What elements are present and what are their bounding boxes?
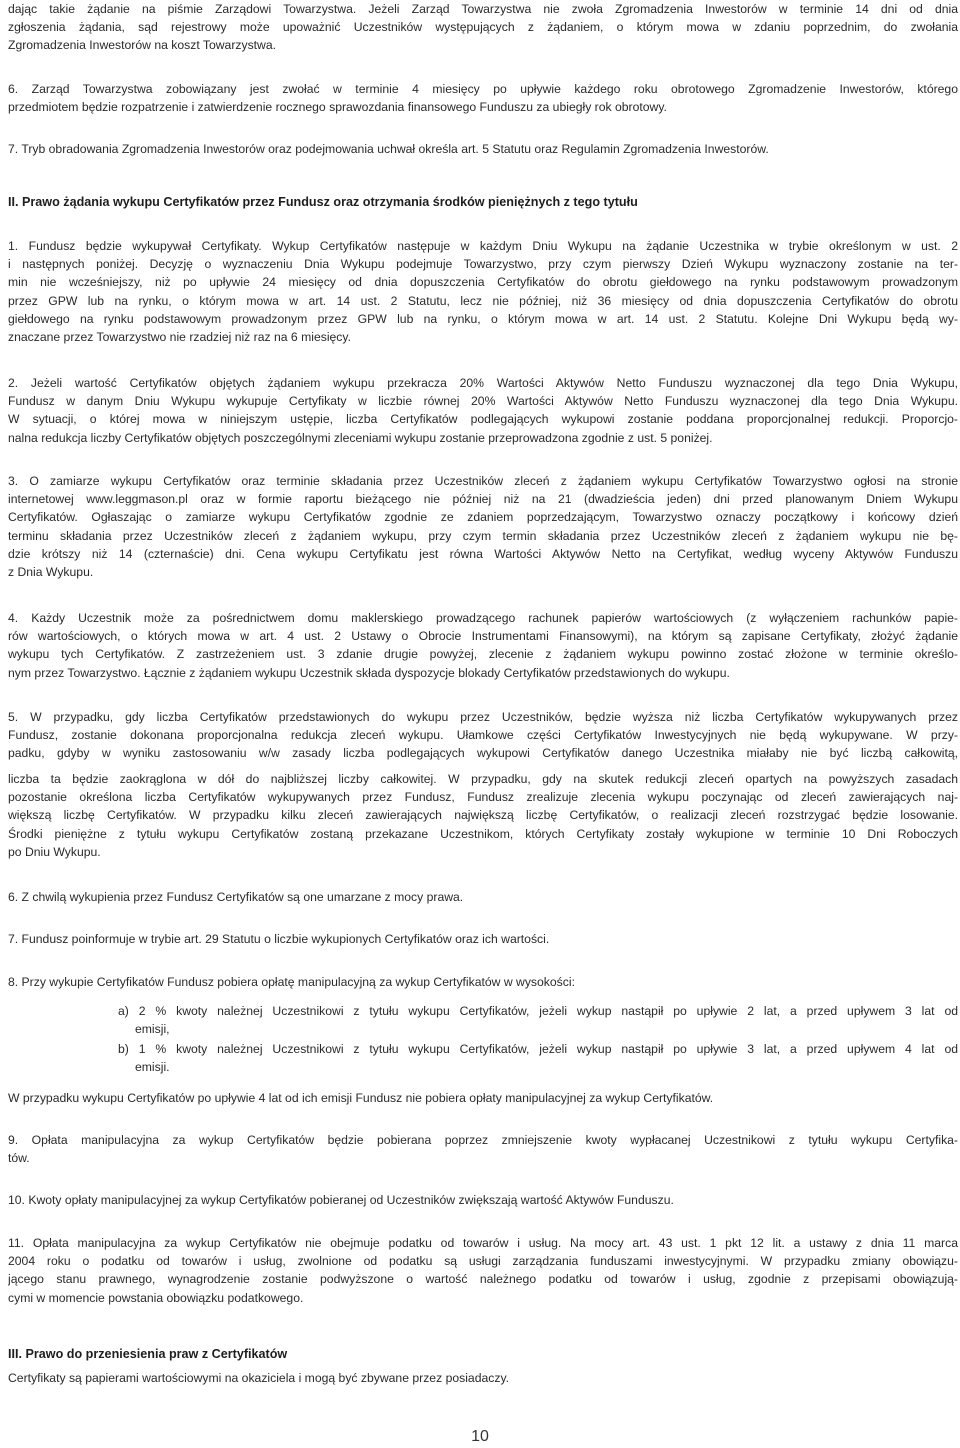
fee-option-a: a) 2 % kwoty należnej Uczestnikowi z tytułu wykupu Certyfikatów, jeżeli wykup nastąpił po upływie 2 lat, a przed upływem 3 lat od emisji,	[118, 1004, 958, 1037]
page-number: 10	[471, 1428, 489, 1445]
section-iii-paragraph: Certyfikaty są papierami wartościowymi na okaziciela i mogą być zbywane przez posiadaczy.	[8, 1371, 510, 1385]
section-ii-item-5-continued: liczba ta będzie zaokrąglona w dół do najbliższej liczby całkowitej. W przypadku, gdy na skutek redukcji zleceń opartych na powyższych zasadach pozostanie określona liczba Certyfikatów wykupywanych przez Fundusz, Fundusz zrealizuje zlecenia wykupu poczynając od zleceń zawierających naj- większą liczbę Certyfikatów. W przypadku kilku zleceń zawierających największą liczbę Certyfikatów, o realizacji zleceń rozstrzygać będzie losowanie. Środki pieniężne z tytułu wykupu Certyfikatów zostaną przekazane Uczestnikom, których Certyfikaty zostały wykupione w terminie 10 Dni Roboczych po Dniu Wykupu.	[8, 772, 958, 859]
section-ii-item-4: 4. Każdy Uczestnik może za pośrednictwem domu maklerskiego prowadzącego rachunek papierów wartościowych (z wyłączeniem rachunków papie- rów wartościowych, o których mowa w art. 4 ust. 2 Ustawy o Obrocie Instrumentami Finansowymi), na którym są zapisane Certyfikaty, złożyć żądanie wykupu tych Certyfikatów. Z zastrzeżeniem ust. 3 zdanie drugie powyżej, zlecenie z żądaniem wykupu powinno zostać złożone w terminie określo- nym przez Towarzystwo. Łącznie z żądaniem wykupu Uczestnik składa dyspozycje blokady Certyfikatów przedstawionych do wykupu.	[8, 611, 958, 680]
section-ii-item-7: 7. Fundusz poinformuje w trybie art. 29 Statutu o liczbie wykupionych Certyfikatów oraz ich wartości.	[8, 932, 550, 946]
section-ii-item-5: 5. W przypadku, gdy liczba Certyfikatów przedstawionych do wykupu przez Uczestników, będzie wyższa niż liczba Certyfikatów wykupywanych przez Fundusz, zostanie dokonana proporcjonalna redukcja zleceń wykupu. Ułamkowe części Certyfikatów Inwestycyjnych nie będą wykupywane. W przy- padku, gdyby w wyniku zastosowaniu w/w zasady liczba podlegających wykupowi Certyfikatów danego Uczestnika miałaby nie być liczbą całkowitą,	[8, 710, 958, 761]
section-ii-item-6: 6. Z chwilą wykupienia przez Fundusz Certyfikatów są one umarzane z mocy prawa.	[8, 890, 464, 904]
paragraph-7: 7. Tryb obradowania Zgromadzenia Inwestorów oraz podejmowania uchwał określa art. 5 Statutu oraz Regulamin Zgromadzenia Inwestorów.	[8, 142, 769, 156]
fee-option-b: b) 1 % kwoty należnej Uczestnikowi z tytułu wykupu Certyfikatów, jeżeli wykup nastąpił po upływie 3 lat, a przed upływem 4 lat od emisji.	[118, 1042, 958, 1075]
section-ii-item-10: 10. Kwoty opłaty manipulacyjnej za wykup Certyfikatów pobieranej od Uczestników zwiększają wartość Aktywów Funduszu.	[8, 1193, 674, 1207]
section-ii-item-9: 9. Opłata manipulacyjna za wykup Certyfikatów będzie pobierana poprzez zmniejszenie kwoty wypłacanej Uczestnikowi z tytułu wykupu Certyfika- tów.	[8, 1133, 958, 1166]
paragraph-6: 6. Zarząd Towarzystwa zobowiązany jest zwołać w terminie 4 miesięcy po upływie każdego roku obrotowego Zgromadzenie Inwestorów, którego przedmiotem będzie rozpatrzenie i zatwierdzenie rocznego sprawozdania finansowego Funduszu za ubiegły rok obrotowy.	[8, 82, 958, 115]
section-ii-item-11: 11. Opłata manipulacyjna za wykup Certyfikatów nie obejmuje podatku od towarów i usług. Na mocy art. 43 ust. 1 pkt 12 lit. a ustawy z dnia 11 marca 2004 roku o podatku od towarów i usług, zwolnione od podatku są usługi zarządzania funduszami inwestycyjnymi. W przypadku zmiany obowiązu- jącego stanu prawnego, wynagrodzenie zostanie podwyższone o wartość należnego podatku od towarów i usług, zgodnie z przepisami obowiązują- cymi w momencie powstania obowiązku podatkowego.	[8, 1236, 958, 1305]
section-heading-ii: II. Prawo żądania wykupu Certyfikatów przez Fundusz oraz otrzymania środków pieniężnych z tego tytułu	[8, 195, 638, 209]
paragraph-intro: dając takie żądanie na piśmie Zarządowi Towarzystwa. Jeżeli Zarząd Towarzystwa nie zwoła Zgromadzenia Inwestorów w terminie 14 dni od dnia zgłoszenia żądania, sąd rejestrowy może upoważnić Uczestników występujących z żądaniem, o którym mowa w zdaniu poprzednim, do zwołania Zgromadzenia Inwestorów na koszt Towarzystwa.	[8, 2, 958, 53]
section-ii-item-8: 8. Przy wykupie Certyfikatów Fundusz pobiera opłatę manipulacyjną za wykup Certyfikatów w wysokości:	[8, 975, 575, 989]
section-ii-item-3: 3. O zamiarze wykupu Certyfikatów oraz terminie składania przez Uczestników zleceń z żądaniem wykupu Certyfikatów Towarzystwo ogłosi na stronie internetowej www.leggmason.pl oraz w formie raportu bieżącego nie później niż na 21 (dwadzieścia jeden) dni przed planowanym Dniem Wykupu Certyfikatów. Ogłaszając o zamiarze wykupu Certyfikatów zgodnie ze zdaniem poprzedzającym, Towarzystwo oznaczy początkowy i końcowy dzień terminu składania przez Uczestników zleceń z żądaniem wykupu, przy czym termin składania przez Uczestników zleceń z żądaniem wykupu nie bę- dzie krótszy niż 14 (czternaście) dni. Cena wykupu Certyfikatu jest równa Wartości Aktywów Netto na Certyfikat, według wyceny Aktywów Funduszu z Dnia Wykupu.	[8, 474, 958, 580]
section-ii-item-2: 2. Jeżeli wartość Certyfikatów objętych żądaniem wykupu przekracza 20% Wartości Aktywów Netto Funduszu wyznaczonej dla tego Dnia Wykupu, Fundusz w danym Dniu Wykupu wykupuje Certyfikaty w liczbie równej 20% Wartości Aktywów Netto Funduszu wyznaczonej dla tego Dnia Wykupu. W sytuacji, o której mowa w niniejszym ustępie, liczba Certyfikatów podlegających wykupowi zostanie poddana proporcjonalnej redukcji. Proporcjo- nalna redukcja liczby Certyfikatów objętych poszczególnymi zleceniami wykupu zostanie przeprowadzona zgodnie z ust. 5 poniżej.	[8, 376, 958, 445]
section-ii-item-1: 1. Fundusz będzie wykupywał Certyfikaty. Wykup Certyfikatów następuje w każdym Dniu Wykupu na żądanie Uczestnika w trybie określonym w ust. 2 i następnych poniżej. Decyzję o wyznaczeniu Dnia Wykupu podejmuje Towarzystwo, przy czym pierwszy Dzień Wykupu wyznaczony zostanie na ter- min nie wcześniejszy, niż po upływie 24 miesięcy od dnia dopuszczenia Certyfikatów do obrotu giełdowego na rynku podstawowym prowadzonym przez GPW lub na rynku, o którym mowa w art. 14 ust. 2 Statutu, lecz nie później, niż 36 miesięcy od dnia dopuszczenia Certyfikatów do obrotu giełdowego na rynku podstawowym prowadzonym przez GPW lub na rynku, o którym mowa w art. 14 ust. 2 Statutu. Kolejne Dni Wykupu będą wy- znaczane przez Towarzystwo nie rzadziej niż raz na 6 miesięcy.	[8, 239, 958, 345]
fee-note: W przypadku wykupu Certyfikatów po upływie 4 lat od ich emisji Fundusz nie pobiera opłaty manipulacyjnej za wykup Certyfikatów.	[8, 1091, 714, 1105]
section-heading-iii: III. Prawo do przeniesienia praw z Certyfikatów	[8, 1347, 288, 1361]
